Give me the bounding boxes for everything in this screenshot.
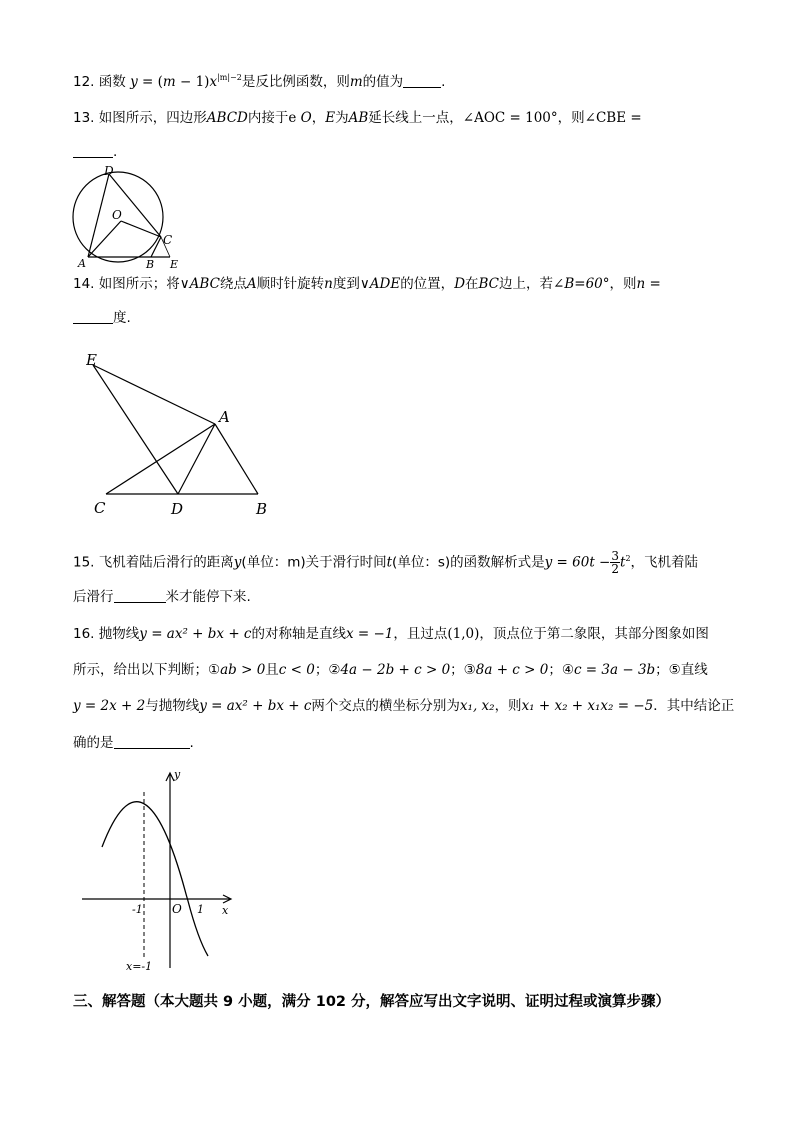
- question-15-line2: [73, 587, 251, 607]
- q16-roots: x₁, x₂: [459, 698, 495, 714]
- q12-formula-x: x: [209, 74, 218, 90]
- q12-text-post: 的值为: [362, 74, 404, 90]
- answer-blank[interactable]: [403, 73, 441, 88]
- label-a: A: [78, 257, 86, 270]
- answer-blank[interactable]: [114, 734, 190, 749]
- q14-triangle-ade: ∨ADE: [359, 276, 401, 292]
- q14-text: =: [645, 276, 661, 292]
- q14-triangle-abc: ∨ABC: [179, 276, 220, 292]
- label-e: E: [170, 258, 179, 270]
- q16-text: ；②: [314, 662, 341, 678]
- question-16-line2: [73, 660, 708, 680]
- fraction-numerator: 3: [611, 549, 619, 563]
- q13-circle-symbol: e: [288, 110, 297, 126]
- q15-formula-t: t: [620, 554, 626, 571]
- q15-text: 后滑行: [73, 589, 114, 605]
- question-13-line2: [73, 142, 117, 162]
- q13-text: ，: [311, 110, 326, 126]
- q14-text: 度到: [332, 276, 360, 292]
- q16-text: 且: [265, 662, 279, 678]
- q16-text: 两个交点的横坐标分别为: [311, 698, 460, 714]
- q16-point: (1,0): [447, 626, 480, 642]
- q16-line-formula: y = 2x + 2: [73, 698, 146, 714]
- q13-angle-cbe: ∠CBE =: [584, 110, 642, 126]
- q14-text: 如图所示；将: [98, 276, 180, 292]
- q13-end: .: [113, 144, 118, 160]
- q13-text: 内接于: [247, 110, 289, 126]
- question-16-line3: [73, 696, 734, 716]
- q13-seg-ab: AB: [348, 110, 369, 126]
- q13-point-e: E: [325, 110, 336, 126]
- q16-text: 与抛物线: [145, 698, 200, 714]
- q16-judgement-2: 4a − 2b + c > 0: [340, 662, 451, 678]
- q12-var: m: [349, 74, 363, 90]
- q12-end: .: [441, 74, 446, 90]
- q12-formula-y: y: [130, 74, 138, 90]
- tick-neg1: -1: [132, 903, 143, 916]
- q16-text: 确的是: [73, 735, 114, 751]
- section-heading: 三、解答题（本大题共 9 小题，满分 102 分，解答应写出文字说明、证明过程或演算步骤）: [73, 994, 671, 1010]
- question-12: [73, 72, 445, 94]
- q16-text: ，且过点: [393, 626, 448, 642]
- q16-text: ；③: [450, 662, 476, 678]
- label-d: D: [104, 164, 114, 178]
- q15-formula-exponent: 2: [625, 553, 631, 563]
- q14-text: 边上，若: [499, 276, 554, 292]
- q13-center: O: [300, 110, 312, 126]
- question-number: 12.: [73, 74, 95, 90]
- side-ea: [93, 365, 215, 424]
- label-d: D: [171, 500, 184, 518]
- q15-var-t: t: [386, 554, 393, 571]
- label-c: C: [94, 499, 106, 517]
- answer-blank[interactable]: [114, 588, 166, 603]
- q16-text: ；④: [548, 662, 574, 678]
- question-16: [73, 624, 709, 644]
- q16-judgement-1b: c < 0: [278, 662, 315, 678]
- q14-text: ，则: [609, 276, 637, 292]
- q16-text: 所示，给出以下判断；①: [73, 662, 221, 678]
- label-a: A: [219, 408, 230, 426]
- question-16-line4: [73, 733, 194, 753]
- q14-seg-bc: BC: [478, 276, 500, 292]
- label-o: O: [112, 208, 122, 222]
- question-15: [73, 550, 698, 575]
- q13-text: 如图所示，四边形: [98, 110, 207, 126]
- q14-angle-b: ∠B=60°: [553, 276, 610, 292]
- q12-text: 函数: [98, 74, 126, 90]
- q12-formula-exponent: |m|−2: [217, 73, 242, 82]
- answer-blank[interactable]: [73, 309, 113, 324]
- q13-text: 延长线上一点，: [368, 110, 463, 126]
- side-da: [88, 174, 109, 257]
- q14-n: n: [636, 276, 646, 292]
- q16-parabola-formula: y = ax² + bx + c: [139, 626, 252, 642]
- q16-end: .: [189, 735, 194, 751]
- parabola-curve: [102, 802, 208, 956]
- q15-formula: y = 60t −: [544, 554, 611, 571]
- side-ca: [106, 424, 215, 494]
- q16-text: ，顶点位于第二象限，其部分图象如图: [479, 626, 709, 642]
- side-ad: [178, 424, 215, 494]
- q14-text: 顺时针旋转: [256, 276, 325, 292]
- q14-text: 绕点: [219, 276, 247, 292]
- q16-judgement-1: ab > 0: [220, 662, 266, 678]
- q16-text: 的对称轴是直线: [251, 626, 346, 642]
- q12-formula-m: m: [162, 74, 176, 90]
- q14-rotation-figure: [86, 348, 286, 523]
- q12-text-mid: 是反比例函数，则: [241, 74, 350, 90]
- label-c: C: [163, 233, 173, 247]
- q16-text: ．其中结论正: [653, 698, 735, 714]
- question-number: 16.: [73, 626, 95, 642]
- q16-judgement-3: 8a + c > 0: [475, 662, 549, 678]
- q15-text: ，飞机着陆: [630, 554, 699, 571]
- fraction-denominator: 2: [611, 562, 619, 576]
- q15-text: 米才能停下来.: [165, 589, 251, 605]
- label-e: E: [86, 351, 97, 369]
- label-origin: O: [172, 902, 182, 916]
- q13-text: 为: [335, 110, 349, 126]
- answer-blank[interactable]: [73, 143, 113, 158]
- q16-judgement-4: c = 3a − 3b: [573, 662, 656, 678]
- q16-text: ；⑤直线: [655, 662, 708, 678]
- q13-quad: ABCD: [206, 110, 248, 126]
- q13-text: ，则: [557, 110, 585, 126]
- question-number: 13.: [73, 110, 95, 126]
- side-ab: [215, 424, 258, 494]
- q14-point-d: D: [454, 276, 466, 292]
- q12-formula-eq: = (: [137, 74, 163, 90]
- q14-text: 的位置，: [400, 276, 455, 292]
- question-number: 14.: [73, 276, 95, 292]
- q15-fraction: [610, 550, 620, 575]
- tick-1: 1: [197, 903, 204, 916]
- question-13: [73, 108, 642, 128]
- q14-n: n: [324, 276, 333, 292]
- label-y: y: [174, 768, 181, 781]
- question-14-line2: [73, 308, 131, 328]
- label-b: B: [256, 500, 268, 518]
- q15-text: (单位：s)的函数解析式是: [392, 554, 545, 571]
- label-b: B: [146, 258, 155, 270]
- q16-text: 抛物线: [98, 626, 140, 642]
- question-number: 15.: [73, 554, 95, 571]
- label-x: x: [222, 904, 229, 917]
- q15-text: 飞机着陆后滑行的距离: [98, 554, 234, 571]
- q16-axis: x = −1: [345, 626, 394, 642]
- axis-label: x=-1: [126, 960, 153, 973]
- q16-parabola-formula: y = ax² + bx + c: [199, 698, 312, 714]
- q15-var-y: y: [233, 554, 242, 571]
- side-dc: [109, 174, 161, 237]
- q16-text: ，则: [494, 698, 522, 714]
- q16-equation: x₁ + x₂ + x₁x₂ = −5: [521, 698, 654, 714]
- q12-formula-mid: − 1): [175, 74, 210, 90]
- q14-point-a: A: [246, 276, 257, 292]
- q14-end: 度.: [113, 310, 131, 326]
- question-14: [73, 274, 661, 294]
- q16-parabola-graph: [78, 764, 248, 974]
- q13-circle-figure: [66, 164, 186, 270]
- q13-angle-aoc: ∠AOC = 100°: [462, 110, 558, 126]
- q15-text: (单位：m)关于滑行时间: [241, 554, 387, 571]
- q14-text: 在: [465, 276, 479, 292]
